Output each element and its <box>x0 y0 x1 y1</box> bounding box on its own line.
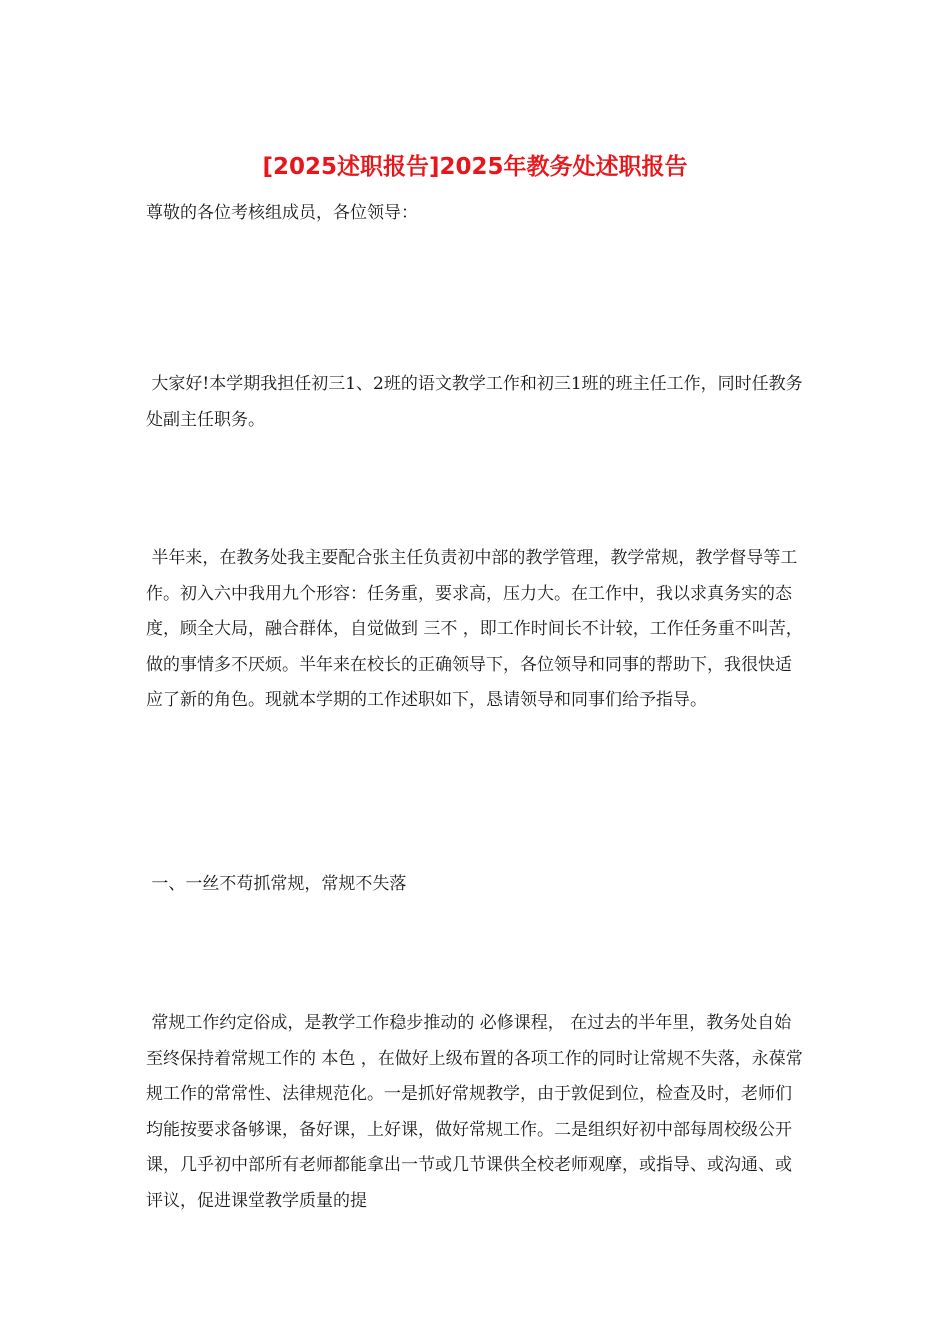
section-heading-1: 一、一丝不苟抓常规，常规不失落 <box>146 874 407 894</box>
document-title: [2025述职报告]2025年教务处述职报告 <box>262 154 688 180</box>
greeting: 尊敬的各位考核组成员，各位领导： <box>146 203 418 223</box>
paragraph-routine-work: 常规工作约定俗成，是教学工作稳步推动的 必修课程， 在过去的半年里，教务处自始至终保持着常规工作的 本色 ，在做好上级布置的各项工作的同时让常规不失落，永葆常规工作的常常性、法律规范化。一是抓好常规教学，由于敦促到位，检查及时，老师们均能按要求备够课，备好课，上好课，做好常规工作。二是组织好初中部每周校级公开课，几乎初中部所有老师都能拿出一节或几节课供全校老师观摩，或指导、或沟通、或评议，促进课堂教学质量的提 <box>146 1013 803 1211</box>
paragraph-summary: 半年来，在教务处我主要配合张主任负责初中部的教学管理，教学常规，教学督导等工作。初入六中我用九个形容：任务重，要求高，压力大。在工作中，我以求真务实的态度，顾全大局，融合群体，自觉做到 三不 ，即工作时间长不计较，工作任务重不叫苦，做的事情多不厌烦。半年来在校长的正确领导下，各位领导和同事的帮助下，我很快适应了新的角色。现就本学期的工作述职如下，恳请领导和同事们给予指导。 <box>146 548 803 710</box>
paragraph-intro: 大家好!本学期我担任初三1、2班的语文教学工作和初三1班的班主任工作，同时任教务处副主任职务。 <box>146 374 803 430</box>
